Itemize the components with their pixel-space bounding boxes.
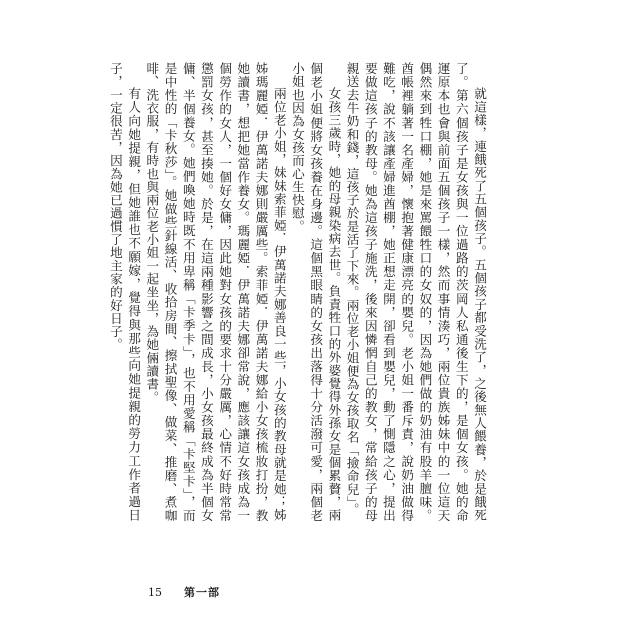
paragraph: 女孩三歲時，她的母親染病去世。負責牲口的外婆覺得外孫女是個累贅，兩個老小姐便將女孩養在身邊。這個黑眼睛的女孩出落得十分活潑可愛，兩個老小姐也因為女孩而心生快慰。 xyxy=(289,62,342,522)
page-number: 15 xyxy=(148,586,162,599)
paragraph: 就這樣，連餓死了五個孩子。五個孩子都受洗了，之後無人餵養，於是餓死了。第六個孩子是女孩與一位過路的茨岡人私通後生下的，是個女孩。她的命運原本也會與前面五個孩子一樣，然而事情湊巧，兩位貴族姊妹中的一位這天偶然來到牲口棚，她是來罵餵牲口的女奴的，因為她們做的奶油有股羊膻味。酋帳裡躺著一名產婦，懷抱著健康漂亮的嬰兒。老小姐一番斥責，說奶油做得難吃，說不該讓產婦進酋棚，她正想走開，卻看到嬰兒，動了惻隱之心，提出要做這孩子的教母。她為這孩子施洗，後來因憐惘自己的教女，常給孩子的母親送去牛奶和錢，這孩子於是活了下來。兩位老小姐便為女孩取名「撿命兒」。 xyxy=(344,62,487,522)
running-foot: 第一部 xyxy=(184,586,220,599)
page-footer xyxy=(148,584,220,600)
body-text xyxy=(107,62,488,522)
paragraph: 有人向她提親，但她誰也不願嫁，覺得與那些向她提親的勞力工作者過日子，一定很苦，因為她已過慣了地主家的好日子。 xyxy=(107,62,142,522)
paragraph: 兩位老小姐，妹妹索菲婭．伊萬諾夫娜善良一些，小女孩的教母就是她；姊姊瑪麗婭．伊萬諾夫娜則嚴厲些。索菲婭．伊萬諾夫娜給小女孩梳妝打扮，教她讀書，想把她當作養女。瑪麗婭．伊萬諾夫娜卻常說，應該讓這女孩成為一個勞作的女人，一個好女傭，因此她對女孩的要求十分嚴厲，心情不好時常常懲罰女孩，甚至揍她。於是，在這兩種影響之間成長，小女孩最終成為半個女傭、半個養女。她們喚她時既不用卑稱「卡季卡」，也不用愛稱「卡堅卡」，而是中性的「卡秋莎」。她做些針線活、收拾房間、擦拭聖像、做菜、推磨、煮咖啡、洗衣服，有時也與兩位老小姐一起坐坐，為她倆讀書。 xyxy=(144,62,287,522)
